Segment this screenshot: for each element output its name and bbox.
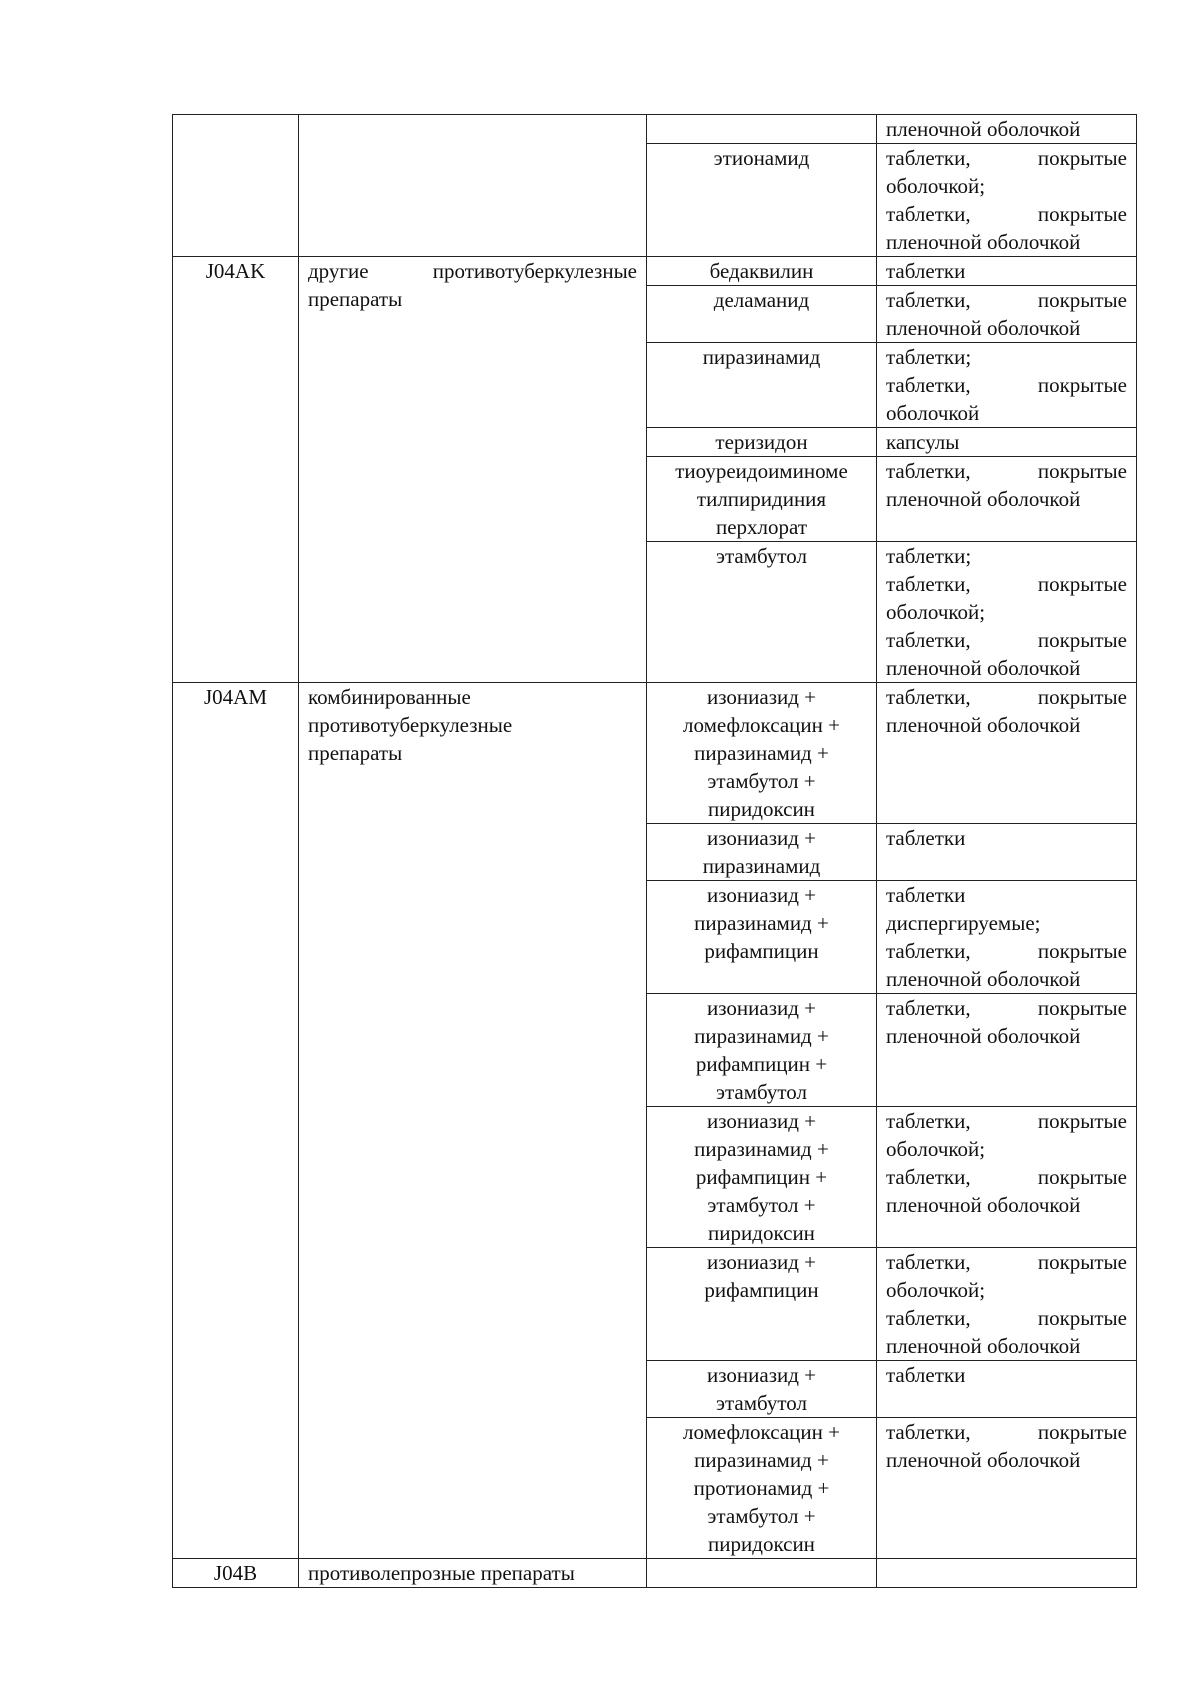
drug-name-line: этамбутол [715, 544, 808, 568]
drug-name-line: тилпиридиния [696, 487, 827, 511]
table-row [173, 1559, 1137, 1588]
dosage-form-cell [877, 1107, 1137, 1248]
dosage-form-line: таблетки [886, 1363, 966, 1387]
dosage-form-cell [877, 994, 1137, 1107]
drug-name-cell [647, 428, 877, 457]
dosage-form-cell [877, 428, 1137, 457]
drug-name-cell [647, 1107, 877, 1248]
dosage-form-line: оболочкой [886, 401, 980, 425]
atc-group-line: другие противотуберкулезные [308, 259, 637, 283]
dosage-form-line: таблетки [886, 883, 966, 907]
atc-group-line: противотуберкулезные [308, 713, 513, 737]
atc-code: J04AM [203, 685, 267, 709]
dosage-form-line: пленочной оболочкой [886, 117, 1081, 141]
dosage-form-cell [877, 881, 1137, 994]
atc-code: J04B [213, 1561, 258, 1585]
dosage-form-line: пленочной оболочкой [886, 713, 1081, 737]
drug-name-cell [647, 257, 877, 286]
dosage-form-cell [877, 824, 1137, 881]
dosage-form-line: пленочной оболочкой [886, 316, 1081, 340]
drug-name-line: изониазид + [706, 685, 817, 709]
dosage-form-line: таблетки, покрытые [886, 373, 1127, 397]
drug-name-line: этамбутол [715, 1391, 808, 1415]
dosage-form-cell [877, 343, 1137, 428]
dosage-form-line: пленочной оболочкой [886, 1334, 1081, 1358]
table-row [173, 683, 1137, 824]
atc-code-cell [173, 1559, 299, 1588]
drug-name-line: этамбутол [715, 1080, 808, 1104]
dosage-form-line: таблетки, покрытые [886, 628, 1127, 652]
dosage-form-line: таблетки, покрытые [886, 1306, 1127, 1330]
drug-name-cell [647, 343, 877, 428]
drug-name-line: теризидон [715, 430, 808, 454]
drug-table [172, 114, 1137, 1588]
drug-name-cell [647, 683, 877, 824]
atc-group-cell [299, 115, 647, 257]
drug-name-line: пиридоксин [708, 1221, 815, 1245]
drug-name-cell [647, 115, 877, 144]
drug-name-cell [647, 1248, 877, 1361]
drug-name-cell [647, 1559, 877, 1588]
dosage-form-line: таблетки [886, 259, 966, 283]
drug-name-cell [647, 144, 877, 257]
dosage-form-line: таблетки [886, 826, 966, 850]
dosage-form-cell [877, 1361, 1137, 1418]
drug-name-line: этионамид [713, 146, 810, 170]
dosage-form-line: таблетки; [886, 544, 972, 568]
atc-code-cell [173, 257, 299, 683]
dosage-form-line: таблетки, покрытые [886, 1420, 1127, 1444]
atc-group-line: противолепрозные препараты [308, 1561, 575, 1585]
dosage-form-line: пленочной оболочкой [886, 1024, 1081, 1048]
dosage-form-line: таблетки, покрытые [886, 146, 1127, 170]
atc-code-cell [173, 115, 299, 257]
drug-name-line: перхлорат [716, 515, 807, 539]
dosage-form-line: пленочной оболочкой [886, 967, 1081, 991]
dosage-form-line: диспергируемые; [886, 911, 1041, 935]
dosage-form-line: таблетки, покрытые [886, 685, 1127, 709]
drug-name-line: ломефлоксацин + [683, 713, 840, 737]
drug-name-line: пиридоксин [708, 797, 815, 821]
dosage-form-line: таблетки, покрытые [886, 1109, 1127, 1133]
dosage-form-line: таблетки, покрытые [886, 572, 1127, 596]
drug-name-cell [647, 286, 877, 343]
dosage-form-line: пленочной оболочкой [886, 487, 1081, 511]
drug-name-cell [647, 994, 877, 1107]
drug-name-line: изониазид + [706, 826, 817, 850]
dosage-form-cell [877, 257, 1137, 286]
atc-code: J04AK [205, 259, 266, 283]
drug-name-cell [647, 1361, 877, 1418]
drug-name-line: рифампицин [704, 939, 819, 963]
dosage-form-line: таблетки, покрытые [886, 288, 1127, 312]
dosage-form-line: капсулы [886, 430, 960, 454]
dosage-form-cell [877, 457, 1137, 542]
drug-name-line: деламанид [713, 288, 810, 312]
drug-name-line: изониазид + [706, 1250, 817, 1274]
dosage-form-line: таблетки; [886, 345, 972, 369]
dosage-form-cell [877, 144, 1137, 257]
atc-group-cell [299, 683, 647, 1559]
dosage-form-line: пленочной оболочкой [886, 1193, 1081, 1217]
drug-name-line: пиразинамид [702, 854, 821, 878]
atc-code-cell [173, 683, 299, 1559]
drug-name-line: рифампицин [704, 1278, 819, 1302]
table-row [173, 115, 1137, 144]
drug-name-line: изониазид + [706, 1363, 817, 1387]
dosage-form-line: оболочкой; [886, 174, 986, 198]
drug-name-line: рифампицин + [695, 1052, 828, 1076]
dosage-form-cell [877, 542, 1137, 683]
dosage-form-line: таблетки, покрытые [886, 939, 1127, 963]
dosage-form-cell [877, 683, 1137, 824]
drug-name-line: пиразинамид + [694, 1137, 829, 1161]
drug-name-cell [647, 881, 877, 994]
dosage-form-line: пленочной оболочкой [886, 230, 1081, 254]
drug-name-line: этамбутол + [707, 1193, 816, 1217]
dosage-form-cell [877, 1248, 1137, 1361]
drug-name-cell [647, 542, 877, 683]
drug-name-line: тиоуреидоиминоме [675, 459, 848, 483]
drug-name-line: пиразинамид [702, 345, 821, 369]
drug-name-cell [647, 457, 877, 542]
atc-group-line: препараты [308, 741, 403, 765]
dosage-form-line: таблетки, покрытые [886, 1165, 1127, 1189]
drug-name-line: пиридоксин [708, 1532, 815, 1556]
drug-name-line: пиразинамид + [694, 911, 829, 935]
drug-name-line: изониазид + [706, 883, 817, 907]
dosage-form-line: пленочной оболочкой [886, 1448, 1081, 1472]
dosage-form-line: таблетки, покрытые [886, 1250, 1127, 1274]
dosage-form-line: оболочкой; [886, 1137, 986, 1161]
drug-name-line: ломефлоксацин + [683, 1420, 840, 1444]
drug-name-line: протионамид + [693, 1476, 830, 1500]
drug-name-line: пиразинамид + [694, 1448, 829, 1472]
dosage-form-cell [877, 286, 1137, 343]
drug-name-line: изониазид + [706, 1109, 817, 1133]
drug-name-cell [647, 824, 877, 881]
dosage-form-line: пленочной оболочкой [886, 656, 1081, 680]
dosage-form-line: таблетки, покрытые [886, 202, 1127, 226]
drug-name-line: пиразинамид + [694, 1024, 829, 1048]
dosage-form-line: таблетки, покрытые [886, 459, 1127, 483]
drug-name-line: рифампицин + [695, 1165, 828, 1189]
atc-group-cell [299, 257, 647, 683]
atc-group-cell [299, 1559, 647, 1588]
dosage-form-line: таблетки, покрытые [886, 996, 1127, 1020]
drug-name-line: бедаквилин [709, 259, 814, 283]
atc-group-line: препараты [308, 287, 403, 311]
drug-name-line: этамбутол + [707, 1504, 816, 1528]
atc-group-line: комбинированные [308, 685, 471, 709]
drug-name-line: изониазид + [706, 996, 817, 1020]
dosage-form-cell [877, 1418, 1137, 1559]
drug-name-line: этамбутол + [707, 769, 816, 793]
drug-name-cell [647, 1418, 877, 1559]
dosage-form-line: оболочкой; [886, 1278, 986, 1302]
dosage-form-cell [877, 115, 1137, 144]
drug-name-line: пиразинамид + [694, 741, 829, 765]
dosage-form-line: оболочкой; [886, 600, 986, 624]
table-row [173, 257, 1137, 286]
dosage-form-cell [877, 1559, 1137, 1588]
